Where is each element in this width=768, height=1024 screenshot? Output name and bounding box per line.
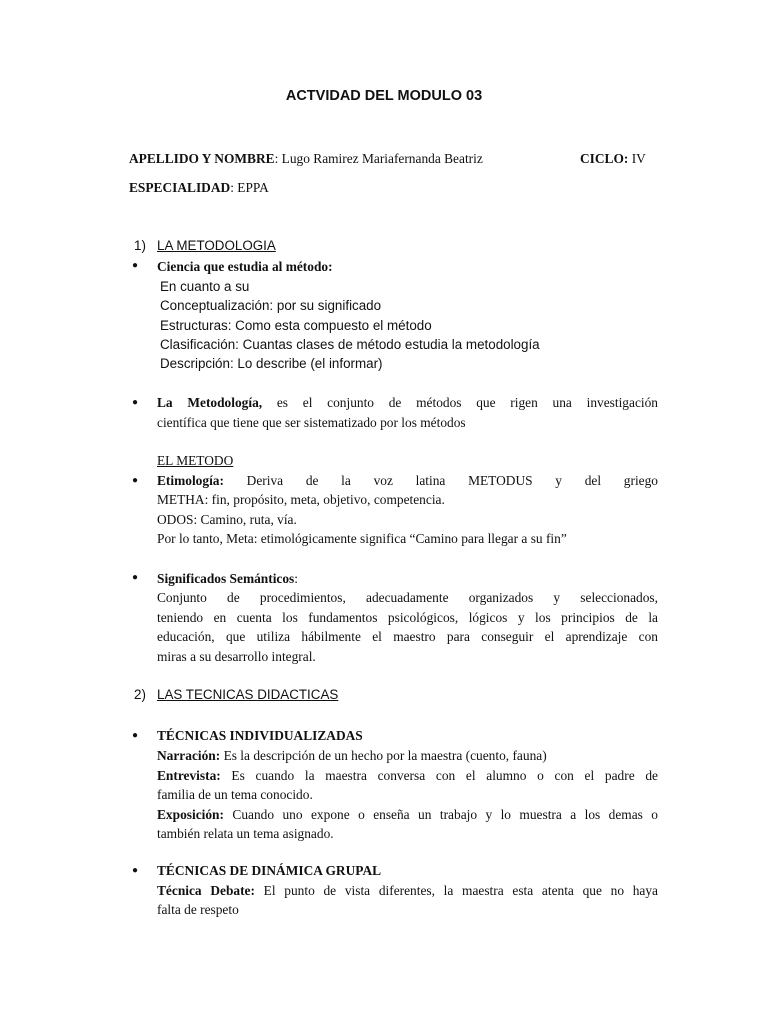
name-line [129, 152, 483, 165]
significados-title [157, 572, 298, 585]
ciencia-line: Estructuras: Como esta compuesto el método [160, 318, 432, 333]
debate-text: El punto de vista diferentes, la maestra esta atenta que no haya [254, 883, 658, 898]
bullet-icon: ● [132, 397, 139, 408]
entrevista-line2: familia de un tema conocido. [157, 787, 313, 802]
etimologia-line: ODOS: Camino, ruta, vía. [157, 512, 297, 527]
page-title: ACTVIDAD DEL MODULO 03 [285, 88, 483, 104]
section2-number: 2) [134, 687, 146, 702]
ciencia-line: En cuanto a su [160, 279, 250, 294]
etimologia-line: METHA: fin, propósito, meta, objetivo, competencia. [157, 492, 445, 507]
etimologia-line1 [157, 474, 658, 487]
metodologia-paragraph-line1 [157, 396, 658, 409]
especialidad-separator: : [230, 180, 238, 195]
bullet-icon: ● [132, 475, 139, 486]
ciclo-label: CICLO: [580, 151, 629, 166]
metodologia-term: La Metodología, [157, 395, 263, 410]
especialidad-label: ESPECIALIDAD [129, 180, 231, 195]
significados-term: Significados Semánticos [157, 571, 295, 586]
narracion-line [157, 749, 547, 762]
bullet-icon: ● [132, 865, 139, 876]
ciclo-value: IV [628, 151, 646, 166]
significados-line: miras a su desarrollo integral. [157, 649, 316, 664]
etimologia-text: Deriva de la voz latina METODUS y del griego [223, 473, 658, 488]
entrevista-term: Entrevista: [157, 768, 221, 783]
significados-colon: : [294, 571, 299, 586]
ciclo-line [580, 152, 646, 165]
debate-line2: falta de respeto [157, 902, 239, 917]
bullet-icon: ● [132, 572, 139, 583]
narracion-term: Narración: [157, 748, 221, 763]
exposicion-line1 [157, 808, 658, 821]
section2-heading: LAS TECNICAS DIDACTICAS [157, 687, 339, 702]
significados-line: educación, que utiliza hábilmente el maestro para conseguir el aprendizaje con [157, 629, 658, 644]
especialidad-value: EPPA [237, 180, 269, 195]
etimologia-line: Por lo tanto, Meta: etimológicamente significa “Camino para llegar a su fin” [157, 531, 567, 546]
metodologia-paragraph-line2: científica que tiene que ser sistematizado por los métodos [157, 415, 466, 430]
section1-heading: LA METODOLOGIA [157, 238, 276, 253]
name-value: Lugo Ramirez Mariafernanda Beatriz [281, 151, 483, 166]
name-label: APELLIDO Y NOMBRE [129, 151, 275, 166]
metodologia-text: es el conjunto de métodos que rigen una investigación [262, 395, 659, 410]
exposicion-line2: también relata un tema asignado. [157, 826, 334, 841]
ciencia-line: Clasificación: Cuantas clases de método estudia la metodología [160, 337, 540, 352]
ciencia-title: Ciencia que estudia al método: [157, 259, 333, 274]
section1-number: 1) [134, 238, 146, 253]
debate-line1 [157, 884, 658, 897]
significados-line: Conjunto de procedimientos, adecuadamente organizados y seleccionados, [157, 590, 658, 605]
exposicion-text: Cuando uno expone o enseña un trabajo y lo muestra a los demas o [223, 807, 658, 822]
ciencia-line: Conceptualización: por su significado [160, 298, 382, 313]
ciencia-line: Descripción: Lo describe (el informar) [160, 356, 383, 371]
narracion-text: Es la descripción de un hecho por la maestra (cuento, fauna) [220, 748, 547, 763]
individualizadas-title: TÉCNICAS INDIVIDUALIZADAS [157, 728, 363, 743]
significados-line: teniendo en cuenta los fundamentos psicológicos, lógicos y los principios de la [157, 610, 658, 625]
debate-term: Técnica Debate: [157, 883, 255, 898]
bullet-icon: ● [132, 730, 139, 741]
etimologia-term: Etimología: [157, 473, 224, 488]
especialidad-line [129, 181, 269, 194]
name-separator: : [274, 151, 282, 166]
bullet-icon: ● [132, 260, 139, 271]
dinamica-grupal-title: TÉCNICAS DE DINÁMICA GRUPAL [157, 863, 382, 878]
entrevista-line1 [157, 769, 658, 782]
metodo-heading: EL METODO [157, 453, 234, 468]
exposicion-term: Exposición: [157, 807, 224, 822]
entrevista-text: Es cuando la maestra conversa con el alumno o con el padre de [220, 768, 658, 783]
